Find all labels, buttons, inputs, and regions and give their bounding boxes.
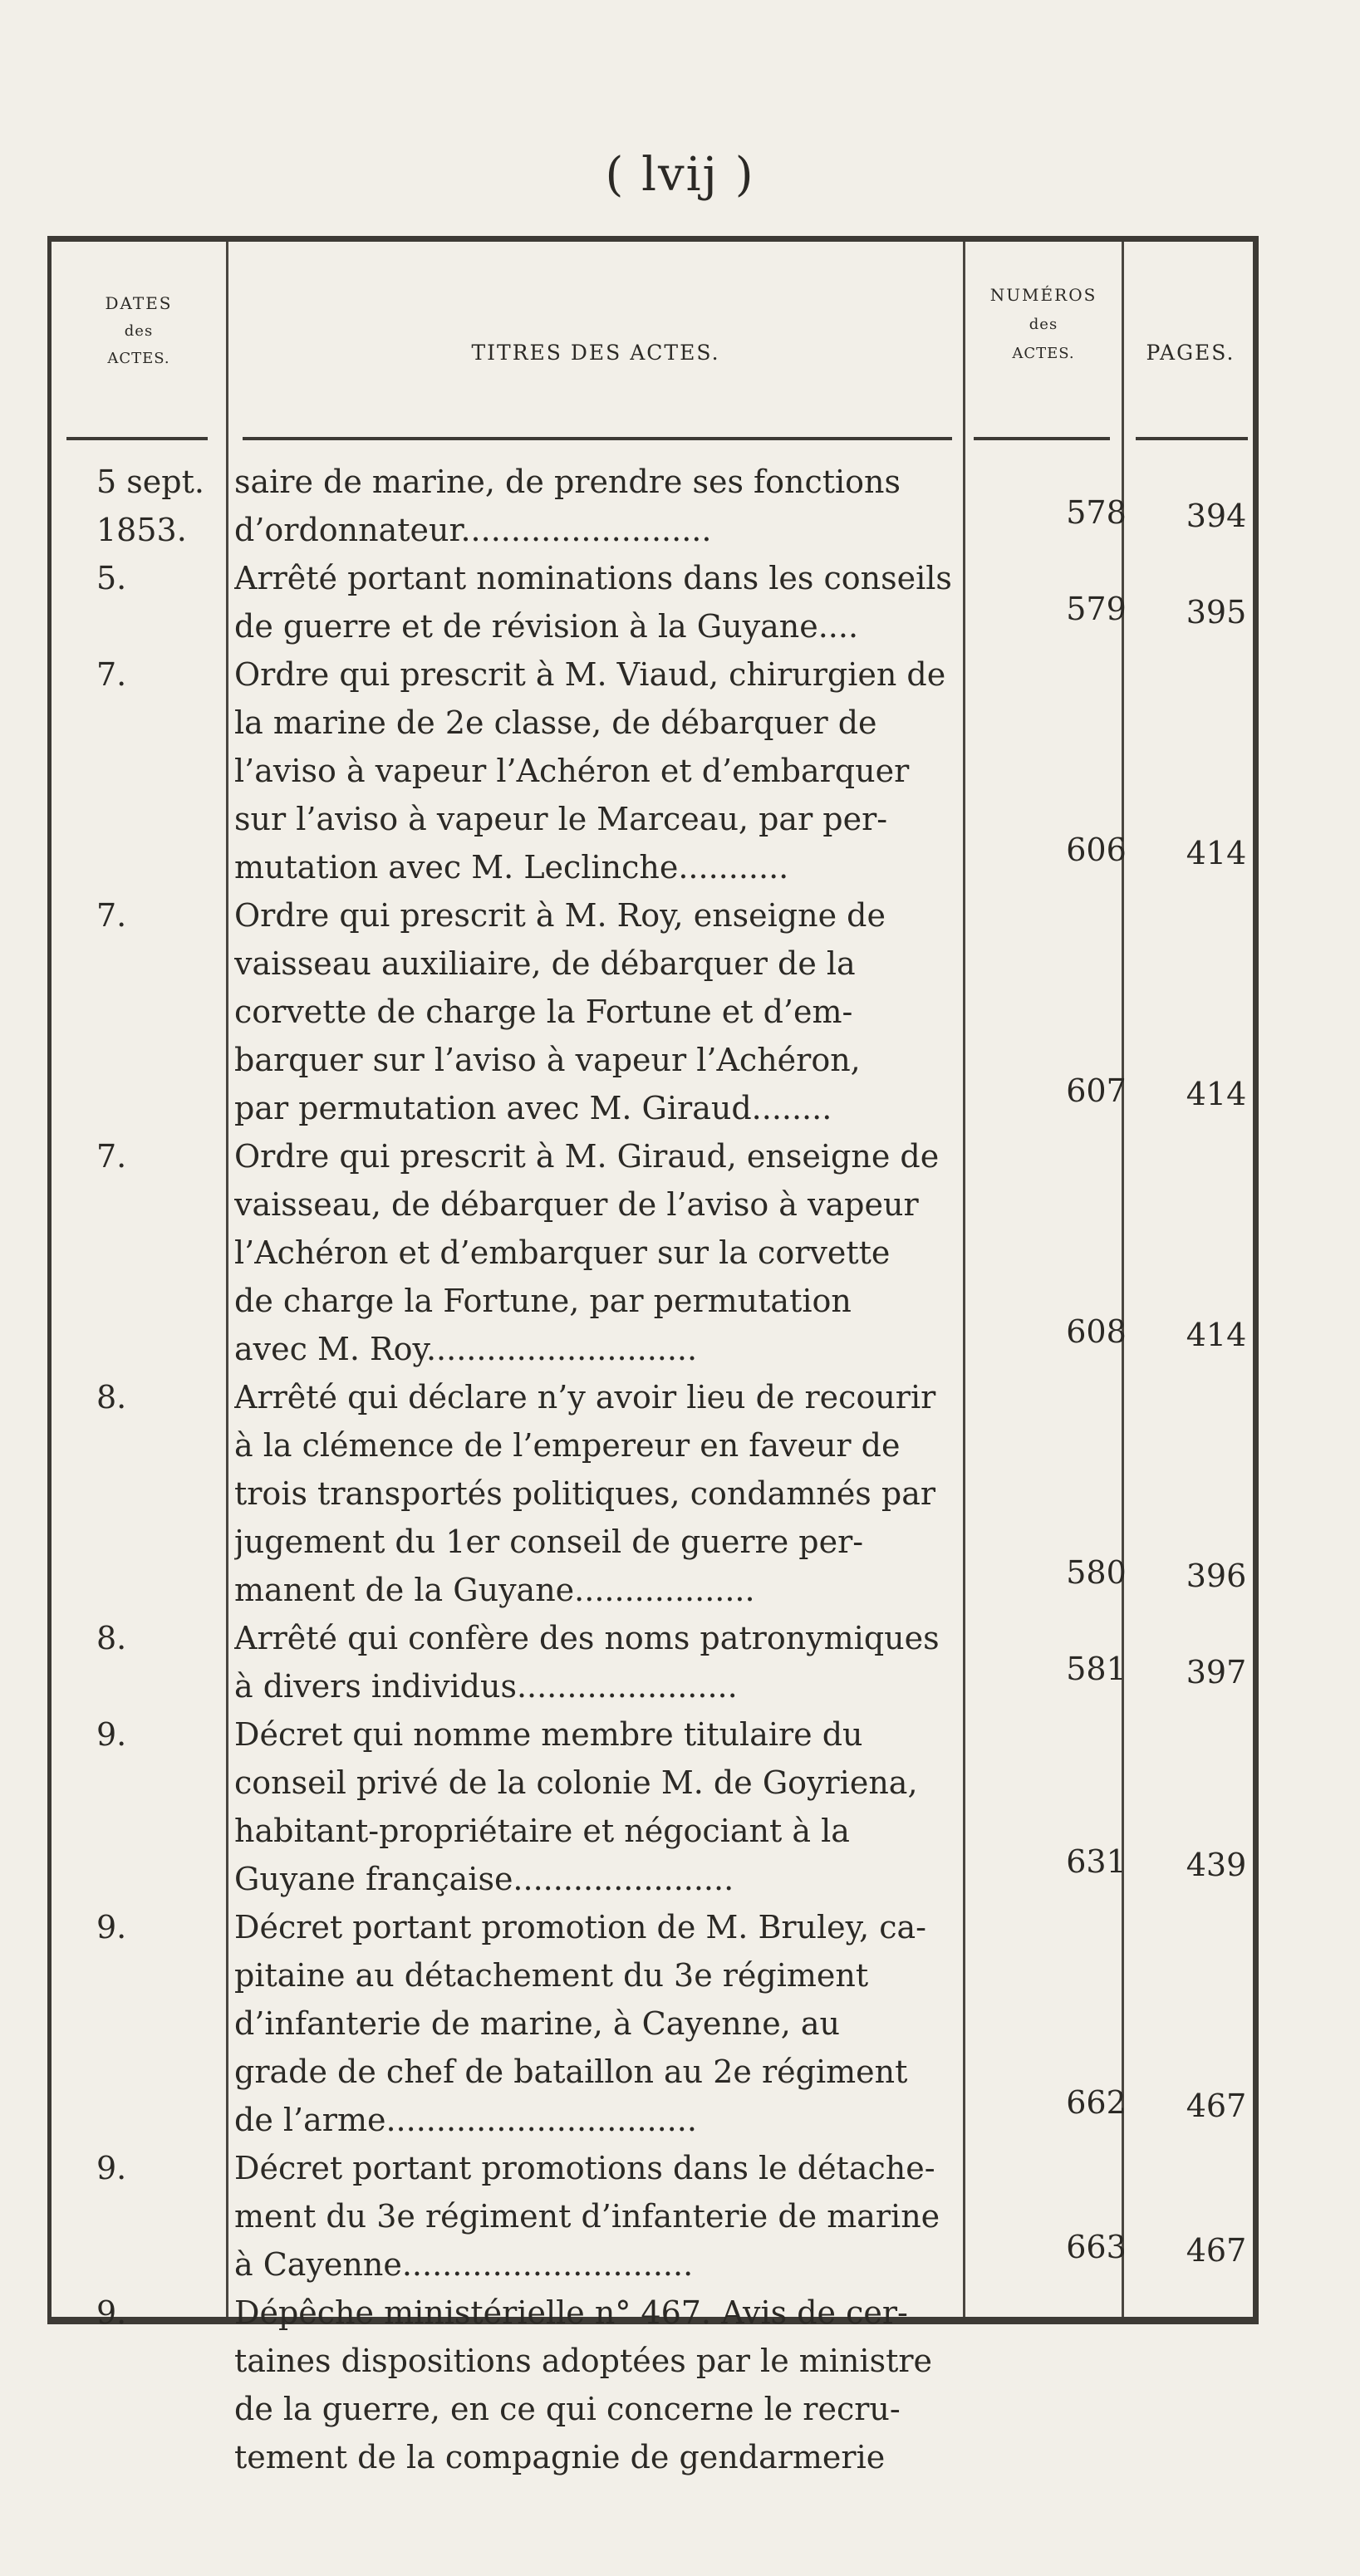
act-date [52, 1903, 218, 1951]
act-title-line: trois transportés politiques, condamnés par [234, 1475, 936, 1512]
act-title-line: la marine de 2e classe, de débarquer de [234, 704, 877, 741]
act-title [234, 458, 1019, 554]
header-numeros-des: des [1029, 316, 1058, 333]
header-numeros-actes: ACTES. [1012, 344, 1075, 362]
act-title-line: Ordre qui prescrit à M. Giraud, enseigne de [234, 1138, 940, 1175]
act-title-line: taines dispositions adoptées par le ministre [234, 2343, 933, 2379]
table-row [52, 1373, 1253, 1614]
act-title-line: Guyane française...................... [234, 1861, 734, 1897]
header-dates-des: des [124, 322, 154, 340]
act-title [234, 1373, 1019, 1614]
act-date-line: 7. [96, 897, 127, 934]
act-title-line: Arrêté qui confère des noms patronymiques [234, 1620, 940, 1656]
act-title-line: Arrêté portant nominations dans les conseils [234, 560, 952, 596]
act-title-line: de l’arme............................... [234, 2102, 697, 2138]
act-number: 662 [1066, 2084, 1127, 2121]
act-title-line: barquer sur l’aviso à vapeur l’Achéron, [234, 1042, 861, 1078]
act-title-line: corvette de charge la Fortune et d’em- [234, 994, 853, 1030]
act-title-line: Arrêté qui déclare n’y avoir lieu de recourir [234, 1379, 936, 1416]
act-date-line: 7. [96, 656, 127, 693]
act-title-line: vaisseau auxiliaire, de débarquer de la [234, 945, 856, 982]
act-date [52, 1710, 218, 1759]
table-row [52, 2144, 1253, 2289]
act-number: 581 [1066, 1651, 1127, 1687]
act-page: 439 [1186, 1847, 1247, 1883]
act-title-line: de charge la Fortune, par permutation [234, 1283, 852, 1319]
act-page: 396 [1186, 1558, 1247, 1594]
header-titles: TITRES DES ACTES. [471, 341, 720, 365]
act-page: 395 [1186, 594, 1247, 631]
act-page: 397 [1186, 1654, 1247, 1690]
act-title-line: grade de chef de bataillon au 2e régiment [234, 2053, 908, 2090]
act-page: 414 [1186, 1317, 1247, 1353]
act-number: 607 [1066, 1072, 1127, 1109]
act-title-line: l’aviso à vapeur l’Achéron et d’embarquer [234, 753, 910, 789]
header-dates-title: DATES [105, 293, 173, 313]
act-title [234, 650, 1019, 891]
table-row [52, 458, 1253, 554]
act-page: 414 [1186, 835, 1247, 871]
act-title-line: par permutation avec M. Giraud........ [234, 1090, 832, 1126]
act-title [234, 2289, 1019, 2481]
act-title-line: sur l’aviso à vapeur le Marceau, par per- [234, 801, 888, 837]
act-title-line: Décret qui nomme membre titulaire du [234, 1716, 863, 1753]
act-date [52, 891, 218, 940]
header-dates-actes: ACTES. [107, 349, 170, 367]
act-title-line: ment du 3e régiment d’infanterie de marine [234, 2198, 940, 2235]
act-title-line: Dépêche ministérielle n° 467. Avis de cer- [234, 2294, 908, 2331]
header-numeros-title: NUMÉROS [989, 285, 1097, 305]
act-number: 580 [1066, 1554, 1127, 1591]
act-date [52, 458, 218, 554]
header-numeros [965, 285, 1122, 363]
act-title-line: à la clémence de l’empereur en faveur de [234, 1427, 901, 1464]
table-row [52, 1903, 1253, 2144]
act-title-line: pitaine au détachement du 3e régiment [234, 1957, 869, 1994]
act-title-line: d’ordonnateur......................... [234, 512, 712, 548]
act-title-line: à Cayenne............................. [234, 2246, 694, 2283]
act-title-line: Ordre qui prescrit à M. Roy, enseigne de [234, 897, 886, 934]
act-title-line: mutation avec M. Leclinche........... [234, 849, 789, 886]
header-pages: PAGES. [1146, 341, 1235, 365]
act-title [234, 2144, 1019, 2289]
act-date [52, 2289, 218, 2337]
act-date [52, 650, 218, 699]
act-date-line: 9. [96, 2294, 127, 2331]
act-title [234, 891, 1019, 1132]
header-rule [974, 437, 1110, 440]
act-date-line: 5 sept. [96, 464, 204, 500]
act-title-line: saire de marine, de prendre ses fonctions [234, 464, 901, 500]
act-title-line: avec M. Roy........................... [234, 1331, 698, 1367]
table-row [52, 2289, 1253, 2481]
header-rule [243, 437, 952, 440]
act-title-line: conseil privé de la colonie M. de Goyriena, [234, 1764, 918, 1801]
act-title-line: tement de la compagnie de gendarmerie [234, 2439, 886, 2475]
header-dates [52, 293, 226, 368]
table-header [52, 242, 1253, 433]
act-title [234, 1132, 1019, 1373]
act-title-line: d’infanterie de marine, à Cayenne, au [234, 2005, 841, 2042]
act-date-line: 8. [96, 1620, 127, 1656]
act-number: 579 [1066, 591, 1127, 627]
act-title-line: Décret portant promotion de M. Bruley, ca- [234, 1909, 927, 1945]
table-row [52, 1132, 1253, 1373]
act-title-line: habitant-propriétaire et négociant à la [234, 1813, 850, 1849]
act-title-line: jugement du 1er conseil de guerre per- [234, 1524, 864, 1560]
act-date [52, 1373, 218, 1421]
table-row [52, 650, 1253, 891]
act-number: 606 [1066, 832, 1127, 868]
act-date-line: 9. [96, 2150, 127, 2186]
act-title-line: à divers individus...................... [234, 1668, 738, 1705]
act-title [234, 1710, 1019, 1903]
act-number: 631 [1066, 1843, 1127, 1880]
act-date-line: 9. [96, 1716, 127, 1753]
act-title [234, 554, 1019, 650]
act-page: 414 [1186, 1076, 1247, 1112]
act-page: 467 [1186, 2088, 1247, 2124]
page-number: ( lvij ) [605, 148, 755, 202]
act-date-line: 7. [96, 1138, 127, 1175]
table-row [52, 1614, 1253, 1710]
act-date [52, 554, 218, 602]
act-number: 663 [1066, 2229, 1127, 2265]
acts-table [47, 236, 1259, 2475]
act-title-line: de guerre et de révision à la Guyane.... [234, 608, 859, 645]
table-row [52, 891, 1253, 1132]
act-title-line: vaisseau, de débarquer de l’aviso à vapeur [234, 1186, 919, 1223]
act-date [52, 2144, 218, 2192]
act-date [52, 1132, 218, 1180]
act-page: 394 [1186, 498, 1247, 534]
act-date [52, 1614, 218, 1662]
act-title-line: Décret portant promotions dans le détache- [234, 2150, 935, 2186]
act-date-line: 1853. [96, 512, 187, 548]
act-title [234, 1903, 1019, 2144]
table-row [52, 1710, 1253, 1903]
act-number: 608 [1066, 1313, 1127, 1350]
act-title-line: l’Achéron et d’embarquer sur la corvette [234, 1234, 891, 1271]
act-title-line: manent de la Guyane.................. [234, 1572, 755, 1608]
act-number: 578 [1066, 494, 1127, 531]
act-title [234, 1614, 1019, 1710]
act-title-line: Ordre qui prescrit à M. Viaud, chirurgien de [234, 656, 946, 693]
act-date-line: 8. [96, 1379, 127, 1416]
act-title-line: de la guerre, en ce qui concerne le recru- [234, 2391, 901, 2427]
act-date-line: 9. [96, 1909, 127, 1945]
header-rule [66, 437, 208, 440]
act-date-line: 5. [96, 560, 127, 596]
header-rule [1136, 437, 1248, 440]
act-page: 467 [1186, 2232, 1247, 2269]
table-row [52, 554, 1253, 650]
